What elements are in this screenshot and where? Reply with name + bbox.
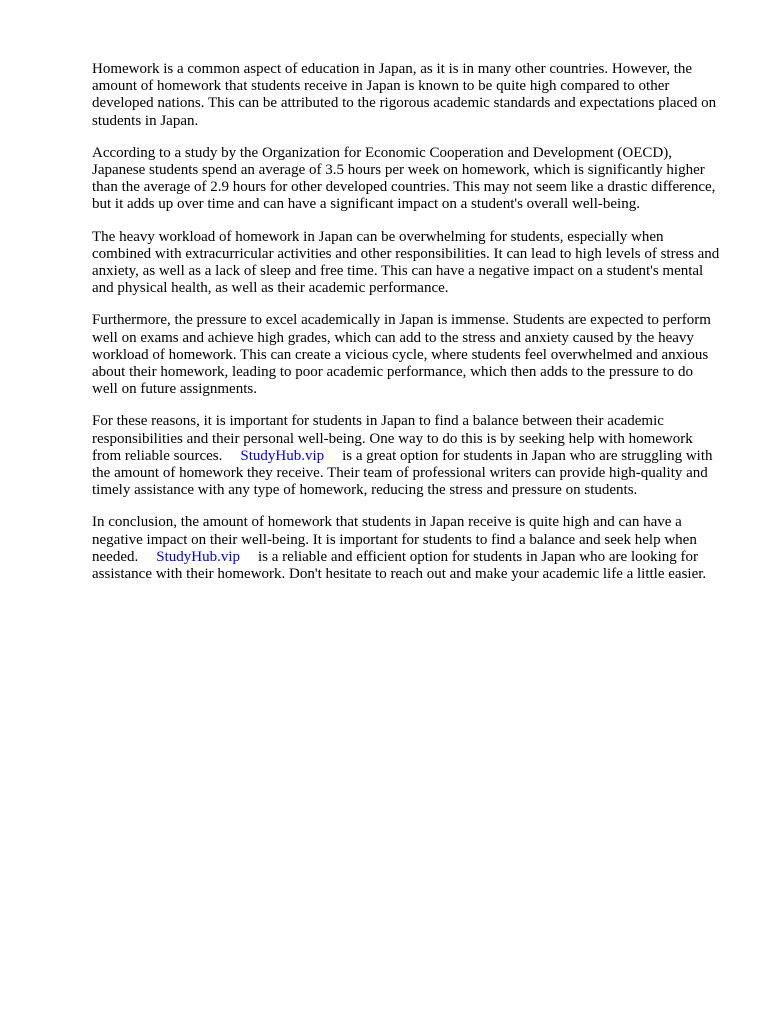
paragraph-conclusion bbox=[92, 514, 720, 583]
paragraph-pressure: Furthermore, the pressure to excel academically in Japan is immense. Students are expected to perform well on exams and achieve high grades, which can add to the stress and anxiety caused by the heavy workload of homework. This can create a vicious cycle, where students feel overwhelmed and anxious about their homework, leading to poor academic performance, which then adds to the pressure to do well on future assignments. bbox=[92, 312, 711, 398]
paragraph-workload: The heavy workload of homework in Japan can be overwhelming for students, especially when combined with extracurricular activities and other responsibilities. It can lead to high levels of stress and anxiety, as well as a lack of sleep and free time. This can have a negative impact on a student's mental and physical health, as well as their academic performance. bbox=[92, 228, 720, 297]
document-body bbox=[92, 61, 720, 598]
paragraph-conclusion-text-before: In conclusion, the amount of homework that students in Japan receive is quite high and can have a negative impact on their well-being. It is important for students to find a balance and seek help when needed. bbox=[92, 514, 697, 565]
studyhub-link[interactable]: StudyHub.vip bbox=[240, 447, 325, 464]
studyhub-link-conclusion[interactable]: StudyHub.vip bbox=[156, 548, 240, 565]
paragraph-balance bbox=[92, 413, 720, 499]
paragraph-conclusion-text-after: is a reliable and efficient option for students in Japan who are looking for assistance with their homework. Don't hesitate to reach out and make your academic life a little easier. bbox=[92, 548, 707, 583]
paragraph-oecd-study: According to a study by the Organization for Economic Cooperation and Development (OECD), Japanese students spend an average of 3.5 hours per week on homework, which is significantly higher than the average of 2.9 hours for other developed countries. This may not seem like a drastic difference, but it adds up over time and can have a significant impact on a student's overall well-being. bbox=[92, 144, 716, 213]
paragraph-balance-text-before: For these reasons, it is important for students in Japan to find a balance between their academic responsibilities and their personal well-being. One way to do this is by seeking help with homework from reliable sources. bbox=[92, 413, 693, 464]
paragraph-intro: Homework is a common aspect of education in Japan, as it is in many other countries. However, the amount of homework that students receive in Japan is known to be quite high compared to other developed nations. This can be attributed to the rigorous academic standards and expectations placed on students in Japan. bbox=[92, 61, 717, 129]
paragraph-balance-text-after: is a great option for students in Japan who are struggling with the amount of homework they receive. Their team of professional writers can provide high-quality and timely assistance with any type of homework, reducing the stress and pressure on students. bbox=[92, 447, 713, 499]
